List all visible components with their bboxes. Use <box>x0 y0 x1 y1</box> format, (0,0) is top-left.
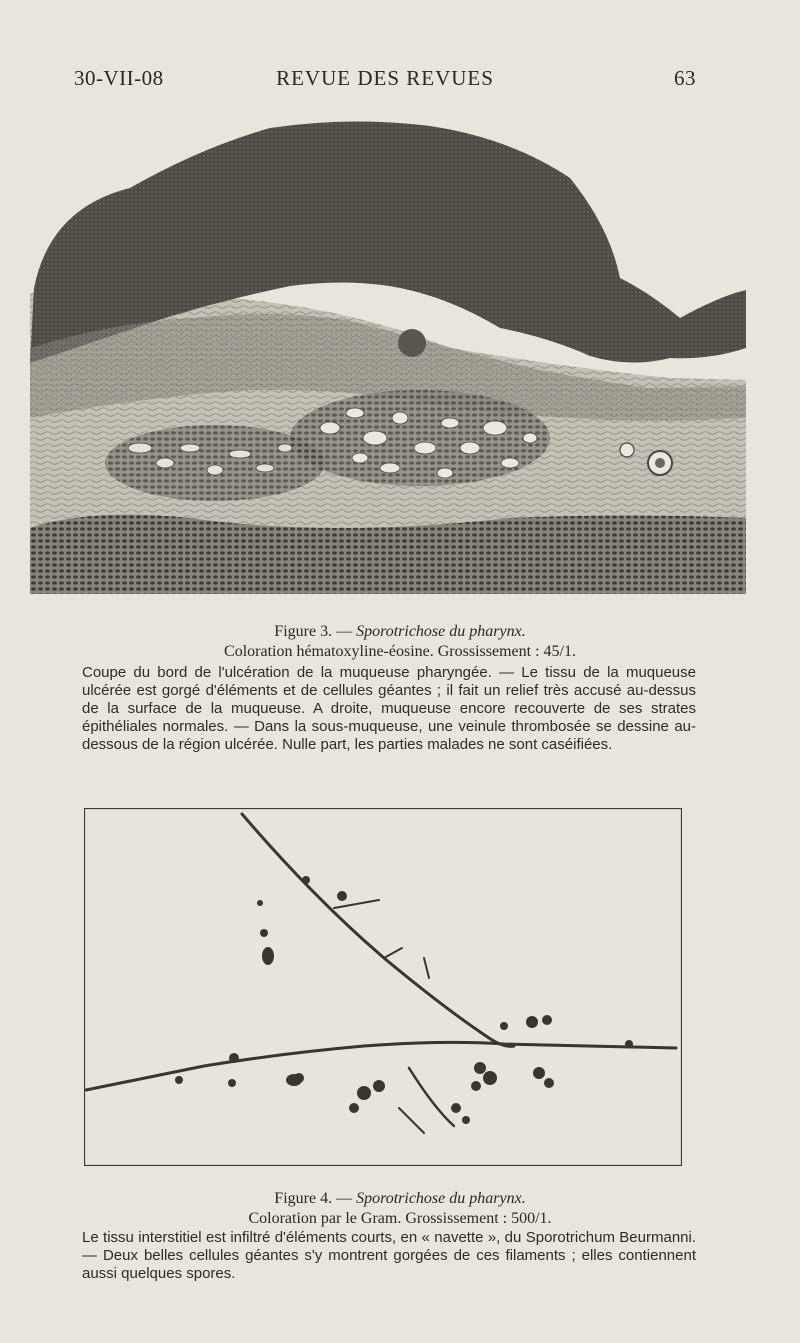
figure-3-label: Figure 3. — <box>274 623 357 640</box>
figure-4-label: Figure 4. — <box>274 1190 357 1207</box>
figure-3-illustration <box>30 118 746 594</box>
figure-3-description: Coupe du bord de l'ulcération de la muqueuse pharyngée. — Le tissu de la muqueuse ulcérée est gorgé d'éléments et de cellules géantes ; il fait un relief très accusé au-dessus de la surface de la muqueuse. A droite, muqueuse encore recouverte de ses strates épithéliales normales. — Dans la sous-muqueuse, une veinule thrombosée se dessine au-dessous de la région ulcérée. Nulle part, les parties malades ne sont caséifiées. <box>82 664 696 753</box>
figure-3-title: Sporotrichose du pharynx. <box>356 623 526 640</box>
running-header <box>74 66 696 96</box>
header-date: 30-VII-08 <box>74 66 164 90</box>
figure-4-illustration <box>84 808 682 1166</box>
header-journal-title: REVUE DES REVUES <box>276 66 494 90</box>
figure-4-description: Le tissu interstitiel est infiltré d'éléments courts, en « navette », du Sporotrichum Beurmanni. — Deux belles cellules géantes s'y montrent gorgées de ces filaments ; elles contiennent aussi quelques spores. <box>82 1229 696 1282</box>
figure-4-caption-heading <box>60 1189 740 1208</box>
header-page-number: 63 <box>674 66 696 90</box>
figure-4-title: Sporotrichose du pharynx. <box>356 1190 526 1207</box>
figure-4-subtitle: Coloration par le Gram. Grossissement : 500/1. <box>248 1210 552 1227</box>
figure-3-caption-heading <box>60 622 740 641</box>
figure-3-subtitle: Coloration hématoxyline-éosine. Grossissement : 45/1. <box>224 643 576 660</box>
